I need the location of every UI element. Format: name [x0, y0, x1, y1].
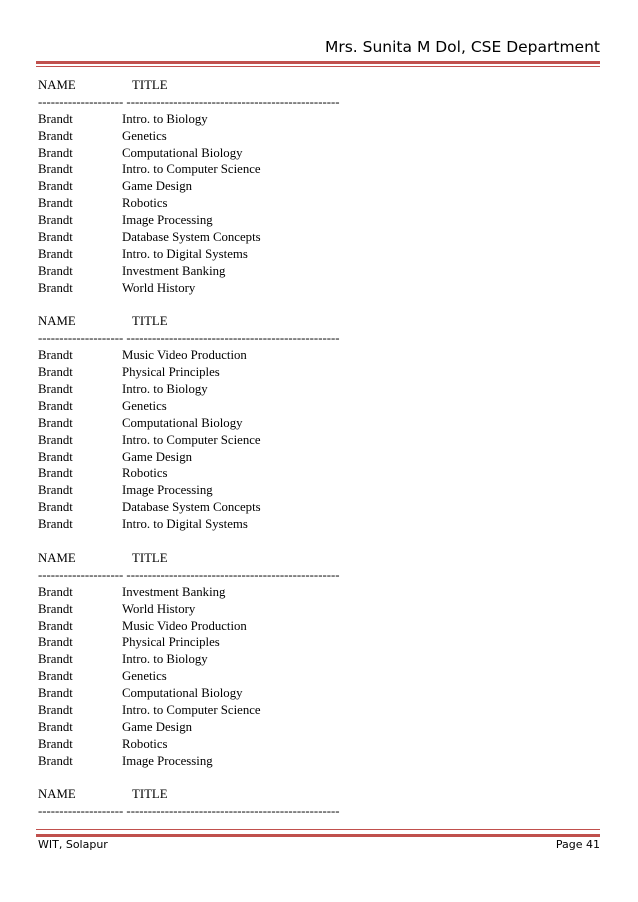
cell-name: Brandt	[38, 466, 73, 481]
cell-name: Brandt	[38, 635, 73, 650]
cell-title: Database System Concepts	[122, 500, 261, 515]
column-header-name: NAME	[38, 550, 76, 565]
result-row	[38, 212, 368, 229]
cell-title: Intro. to Biology	[122, 111, 208, 126]
result-row	[38, 128, 368, 145]
cell-name: Brandt	[38, 263, 73, 278]
column-header-name: NAME	[38, 314, 76, 329]
result-row	[38, 398, 368, 415]
result-row	[38, 516, 368, 533]
cell-name: Brandt	[38, 669, 73, 684]
result-row	[38, 719, 368, 736]
result-row	[38, 482, 368, 499]
cell-name: Brandt	[38, 736, 73, 751]
cell-name: Brandt	[38, 398, 73, 413]
result-row	[38, 280, 368, 297]
cell-name: Brandt	[38, 196, 73, 211]
page-header-text: Mrs. Sunita M Dol, CSE Department	[324, 38, 600, 56]
cell-name: Brandt	[38, 500, 73, 515]
cell-name: Brandt	[38, 213, 73, 228]
footer-page-number: Page 41	[555, 838, 600, 851]
cell-title: Intro. to Computer Science	[122, 162, 261, 177]
result-row	[38, 634, 368, 651]
cell-title: Intro. to Biology	[122, 382, 208, 397]
cell-name: Brandt	[38, 365, 73, 380]
cell-name: Brandt	[38, 382, 73, 397]
result-row	[38, 753, 368, 770]
column-header-title: TITLE	[132, 314, 168, 329]
cell-title: Music Video Production	[122, 618, 247, 633]
cell-name: Brandt	[38, 618, 73, 633]
result-row	[38, 415, 368, 432]
result-row	[38, 601, 368, 618]
query-output	[38, 77, 368, 820]
cell-name: Brandt	[38, 719, 73, 734]
column-header-row	[38, 77, 368, 94]
cell-name: Brandt	[38, 348, 73, 363]
cell-title: Robotics	[122, 466, 168, 481]
cell-name: Brandt	[38, 280, 73, 295]
cell-name: Brandt	[38, 702, 73, 717]
cell-name: Brandt	[38, 179, 73, 194]
column-header-row	[38, 550, 368, 567]
cell-name: Brandt	[38, 128, 73, 143]
result-row	[38, 449, 368, 466]
separator-line: -------------------- --------------------------------------------------	[38, 94, 340, 109]
cell-title: Database System Concepts	[122, 230, 261, 245]
footer-rule-thin	[36, 829, 600, 830]
result-row	[38, 668, 368, 685]
cell-title: Computational Biology	[122, 686, 243, 701]
cell-title: Intro. to Computer Science	[122, 432, 261, 447]
block-spacer	[38, 533, 368, 550]
result-row	[38, 195, 368, 212]
cell-title: Game Design	[122, 449, 193, 464]
result-row	[38, 736, 368, 753]
cell-title: Intro. to Digital Systems	[122, 517, 248, 532]
cell-title: Investment Banking	[122, 263, 226, 278]
cell-title: Genetics	[122, 398, 167, 413]
cell-title: Game Design	[122, 179, 193, 194]
result-row	[38, 685, 368, 702]
block-spacer	[38, 297, 368, 314]
column-header-name: NAME	[38, 78, 76, 92]
cell-name: Brandt	[38, 483, 73, 498]
result-row	[38, 432, 368, 449]
cell-title: Intro. to Digital Systems	[122, 246, 248, 261]
cell-name: Brandt	[38, 432, 73, 447]
block-spacer	[38, 770, 368, 787]
result-row	[38, 145, 368, 162]
cell-name: Brandt	[38, 753, 73, 768]
column-header-title: TITLE	[132, 78, 168, 92]
cell-title: Investment Banking	[122, 584, 226, 599]
result-row	[38, 584, 368, 601]
cell-title: Robotics	[122, 196, 168, 211]
separator-line: -------------------- --------------------------------------------------	[38, 331, 340, 346]
cell-title: Physical Principles	[122, 635, 220, 650]
result-row	[38, 499, 368, 516]
cell-title: Physical Principles	[122, 365, 220, 380]
result-row	[38, 381, 368, 398]
result-row	[38, 246, 368, 263]
separator-line: -------------------- --------------------------------------------------	[38, 804, 340, 819]
header-rule-thin	[36, 66, 600, 67]
cell-name: Brandt	[38, 230, 73, 245]
cell-title: Image Processing	[122, 483, 213, 498]
cell-name: Brandt	[38, 246, 73, 261]
result-row	[38, 702, 368, 719]
cell-title: Genetics	[122, 669, 167, 684]
result-row	[38, 111, 368, 128]
result-row	[38, 263, 368, 280]
column-header-row	[38, 786, 368, 803]
cell-title: World History	[122, 601, 196, 616]
column-header-title: TITLE	[132, 787, 168, 802]
cell-title: Music Video Production	[122, 348, 247, 363]
cell-title: Genetics	[122, 128, 167, 143]
column-header-name: NAME	[38, 787, 76, 802]
cell-name: Brandt	[38, 449, 73, 464]
cell-name: Brandt	[38, 415, 73, 430]
cell-name: Brandt	[38, 517, 73, 532]
cell-name: Brandt	[38, 601, 73, 616]
cell-title: Image Processing	[122, 213, 213, 228]
header-rule-thick	[36, 61, 600, 64]
result-row	[38, 618, 368, 635]
cell-title: Computational Biology	[122, 415, 243, 430]
cell-name: Brandt	[38, 584, 73, 599]
column-header-title: TITLE	[132, 550, 168, 565]
column-header-row	[38, 313, 368, 330]
result-row	[38, 161, 368, 178]
result-row	[38, 229, 368, 246]
cell-title: Game Design	[122, 719, 193, 734]
cell-title: Computational Biology	[122, 145, 243, 160]
result-row	[38, 651, 368, 668]
cell-title: Image Processing	[122, 753, 213, 768]
result-row	[38, 178, 368, 195]
cell-title: World History	[122, 280, 196, 295]
cell-name: Brandt	[38, 652, 73, 667]
cell-title: Robotics	[122, 736, 168, 751]
cell-name: Brandt	[38, 111, 73, 126]
footer-institution: WIT, Solapur	[38, 838, 108, 851]
cell-name: Brandt	[38, 145, 73, 160]
cell-name: Brandt	[38, 686, 73, 701]
separator-line: -------------------- --------------------------------------------------	[38, 567, 340, 582]
result-row	[38, 347, 368, 364]
result-row	[38, 364, 368, 381]
cell-name: Brandt	[38, 162, 73, 177]
result-row	[38, 465, 368, 482]
cell-title: Intro. to Computer Science	[122, 702, 261, 717]
footer-rule-thick	[36, 834, 600, 837]
cell-title: Intro. to Biology	[122, 652, 208, 667]
